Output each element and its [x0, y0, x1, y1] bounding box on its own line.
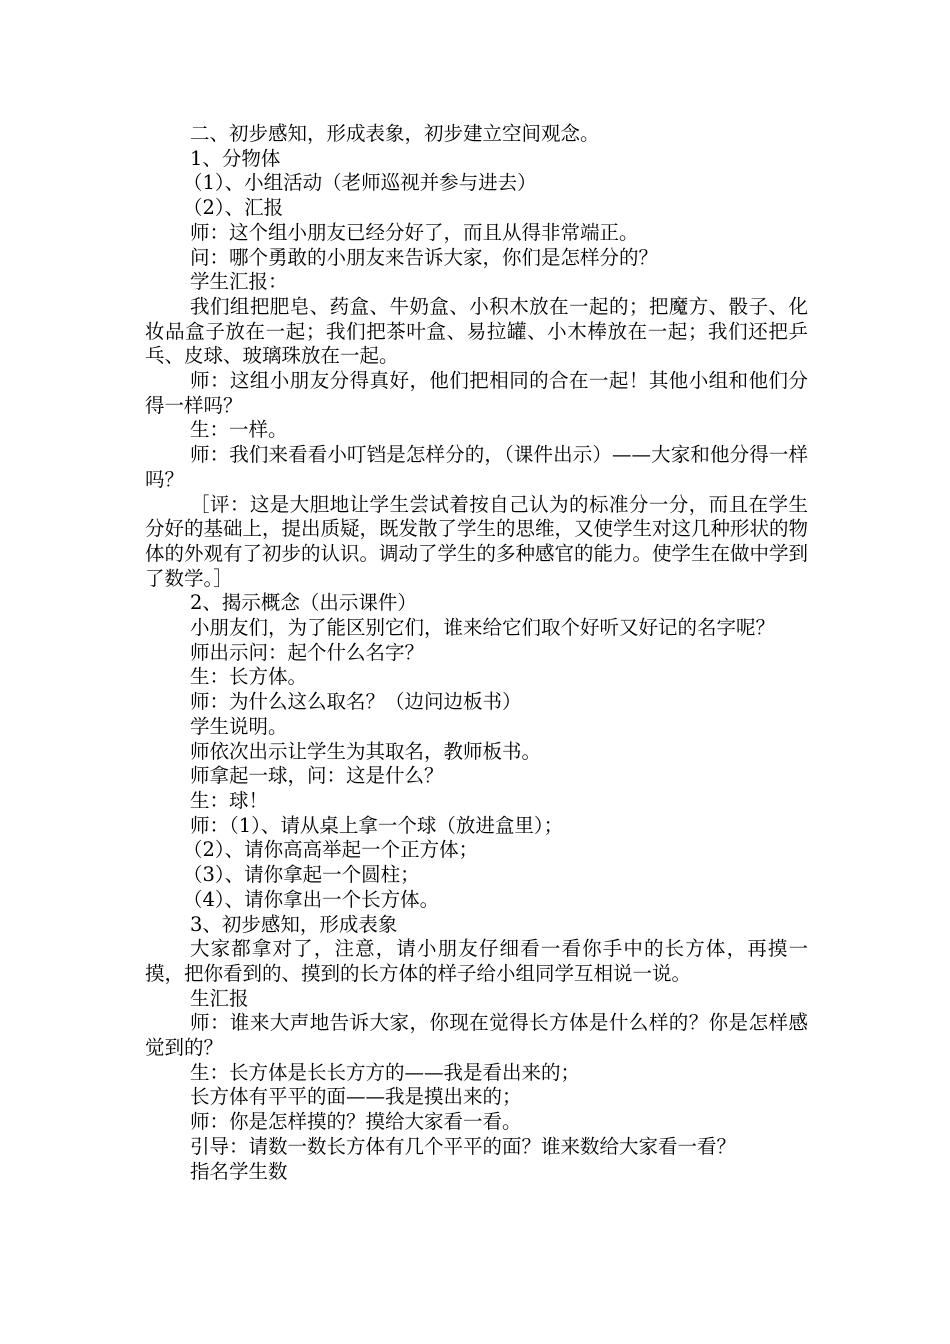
paragraph: 生汇报: [190, 986, 249, 1010]
paragraph: 大家都拿对了，注意，请小朋友仔细看一看你手中的长方体，再摸一摸，把你看到的、摸到的长方体的样子给小组同学互相说一说。: [145, 937, 808, 985]
paragraph: 生：球！: [190, 788, 269, 812]
paragraph: 引导：请数一数长方体有几个平平的面？谁来数给大家看一看？: [190, 1134, 737, 1158]
section-heading: 二、初步感知，形成表象，初步建立空间观念。: [190, 122, 600, 145]
subsection-heading: 3、初步感知，形成表象: [190, 912, 398, 936]
list-item: （4）、请你拿出一个长方体。: [183, 887, 440, 911]
paragraph: 师：这组小朋友分得真好，他们把相同的合在一起！其他小组和他们分得一样吗？: [145, 369, 808, 417]
paragraph: 问：哪个勇敢的小朋友来告诉大家，你们是怎样分的？: [190, 245, 659, 269]
list-item: （2）、请你高高举起一个正方体；: [183, 838, 479, 862]
paragraph: 长方体有平平的面——我是摸出来的；: [190, 1085, 522, 1109]
paragraph: 生：一样。: [190, 418, 288, 442]
paragraph: 师拿起一球，问：这是什么？: [190, 764, 444, 788]
list-item: （2）、汇报: [183, 196, 284, 220]
paragraph: 师：这个组小朋友已经分好了，而且从得非常端正。: [190, 220, 639, 244]
document-page: [145, 122, 808, 1184]
paragraph: 师：（1）、请从桌上拿一个球（放进盒里）；: [190, 813, 564, 837]
paragraph: 小朋友们，为了能区别它们，谁来给它们取个好听又好记的名字呢？: [190, 616, 776, 640]
paragraph: 生：长方体。: [190, 665, 308, 689]
subsection-heading: 2、揭示概念（出示课件）: [190, 591, 417, 615]
paragraph: 生：长方体是长长方方的——我是看出来的；: [190, 1060, 581, 1084]
list-item: （1）、小组活动（老师巡视并参与进去）: [183, 171, 537, 195]
subsection-heading: 1、分物体: [190, 146, 281, 170]
paragraph: 师：我们来看看小叮铛是怎样分的，（课件出示）——大家和他分得一样吗？: [145, 443, 808, 491]
paragraph: 师：你是怎样摸的？摸给大家看一看。: [190, 1110, 522, 1134]
paragraph: 师出示问：起个什么名字？: [190, 640, 425, 664]
paragraph: 指名学生数: [190, 1159, 288, 1183]
comment-paragraph: ［评：这是大胆地让学生尝试着按自己认为的标准分一分，而且在学生分好的基础上，提出质疑，既发散了学生的思维，又使学生对这几种形状的物体的外观有了初步的认识。调动了学生的多种感官的能力。使学生在做中学到了数学。］: [145, 492, 809, 590]
list-item: （3）、请你拿起一个圆柱；: [183, 863, 420, 887]
paragraph: 学生说明。: [190, 714, 288, 738]
paragraph: 师依次出示让学生为其取名，教师板书。: [190, 739, 542, 763]
paragraph: 我们组把肥皂、药盒、牛奶盒、小积木放在一起的；把魔方、骰子、化妆品盒子放在一起；我们把茶叶盒、易拉罐、小木棒放在一起；我们还把乒乓、皮球、玻璃珠放在一起。: [145, 294, 808, 368]
paragraph: 学生汇报：: [190, 270, 288, 294]
paragraph: 师：为什么这么取名？（边问边板书）: [190, 690, 522, 714]
paragraph: 师：谁来大声地告诉大家，你现在觉得长方体是什么样的？你是怎样感觉到的？: [145, 1011, 808, 1060]
